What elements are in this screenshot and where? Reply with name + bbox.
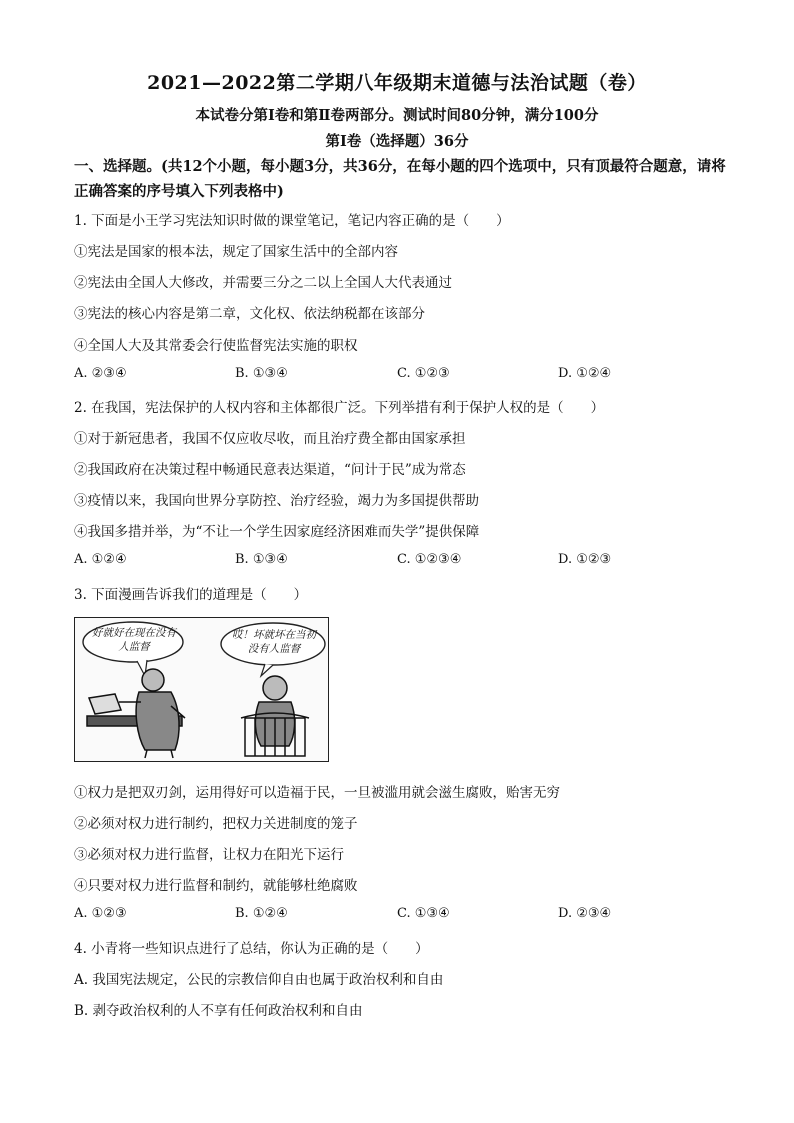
- question-2-option-d: D. ①②③: [558, 552, 612, 567]
- section-heading: 一、选择题。(共12个小题，每小题3分，共36分，在每小题的四个选项中，只有顶最符合题意，请将正确答案的序号填入下列表格中): [74, 158, 726, 200]
- question-1-option-d: D. ①②④: [558, 366, 612, 381]
- question-1-item: ②宪法由全国人大修改，并需要三分之二以上全国人大代表通过: [74, 275, 452, 291]
- question-3-item: ①权力是把双刃剑，运用得好可以造福于民，一旦被滥用就会滋生腐败，贻害无穷: [74, 785, 560, 801]
- question-1-item: ③宪法的核心内容是第二章，文化权、依法纳税都在该部分: [74, 306, 425, 322]
- cartoon-drawing: [75, 618, 328, 761]
- question-2-option-c: C. ①②③④: [397, 552, 462, 567]
- question-1-stem: 1. 下面是小王学习宪法知识时做的课堂笔记，笔记内容正确的是（ ）: [74, 213, 510, 229]
- question-3-option-a: A. ①②③: [74, 906, 127, 921]
- question-2-item: ②我国政府在决策过程中畅通民意表达渠道，“问计于民”成为常态: [74, 462, 466, 478]
- question-3-item: ④只要对权力进行监督和制约，就能够杜绝腐败: [74, 878, 358, 894]
- question-3-option-b: B. ①②④: [235, 906, 288, 921]
- question-1-option-a: A. ②③④: [74, 366, 127, 381]
- exam-title: 2021—2022第二学期八年级期末道德与法治试题（卷）: [147, 72, 647, 94]
- question-3-option-c: C. ①③④: [397, 906, 450, 921]
- question-1-item: ④全国人大及其常委会行使监督宪法实施的职权: [74, 338, 358, 354]
- question-1-option-b: B. ①③④: [235, 366, 288, 381]
- question-4-option-b: B. 剥夺政治权利的人不享有任何政治权利和自由: [74, 1003, 363, 1019]
- left-bubble-text: 好就好在现在没有人监督: [92, 627, 176, 653]
- question-3-item: ③必须对权力进行监督，让权力在阳光下运行: [74, 847, 344, 863]
- question-4-stem: 4. 小青将一些知识点进行了总结，你认为正确的是（ ）: [74, 941, 429, 957]
- question-2-stem: 2. 在我国，宪法保护的人权内容和主体都很广泛。下列举措有利于保护人权的是（ ）: [74, 400, 605, 416]
- question-2-option-b: B. ①③④: [235, 552, 288, 567]
- question-1-item: ①宪法是国家的根本法，规定了国家生活中的全部内容: [74, 244, 398, 260]
- volume-heading: 第Ⅰ卷（选择题）36分: [325, 133, 469, 150]
- question-3-stem: 3. 下面漫画告诉我们的道理是（ ）: [74, 587, 308, 603]
- right-bubble-text: 哎！坏就坏在当初没有人监督: [232, 629, 316, 655]
- question-2-item: ③疫情以来，我国向世界分享防控、治疗经验，竭力为多国提供帮助: [74, 493, 479, 509]
- question-2-item: ①对于新冠患者，我国不仅应收尽收，而且治疗费全都由国家承担: [74, 431, 466, 447]
- exam-instructions: 本试卷分第Ⅰ卷和第Ⅱ卷两部分。测试时间80分钟，满分100分: [195, 107, 599, 124]
- question-4-option-a: A. 我国宪法规定，公民的宗教信仰自由也属于政治权利和自由: [74, 972, 444, 988]
- question-2-item: ④我国多措并举，为“不让一个学生因家庭经济困难而失学”提供保障: [74, 524, 480, 540]
- question-1-option-c: C. ①②③: [397, 366, 450, 381]
- question-3-option-d: D. ②③④: [558, 906, 612, 921]
- cartoon-image: [74, 617, 329, 762]
- question-2-option-a: A. ①②④: [74, 552, 127, 567]
- question-3-item: ②必须对权力进行制约，把权力关进制度的笼子: [74, 816, 358, 832]
